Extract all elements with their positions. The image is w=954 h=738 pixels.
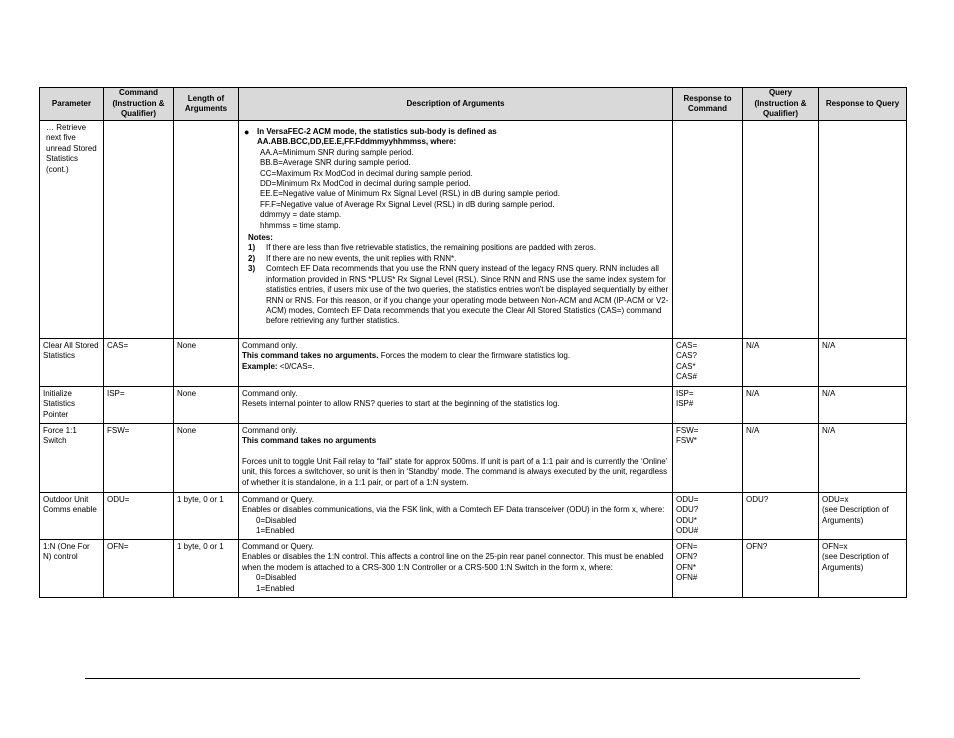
description-cell bbox=[239, 387, 673, 424]
command-cell: FSW= bbox=[104, 424, 174, 493]
parameter-cell: Clear All Stored Statistics bbox=[40, 339, 104, 387]
desc-line bbox=[242, 351, 669, 361]
length-cell: None bbox=[174, 339, 239, 387]
response-query-line: (see Description of Arguments) bbox=[822, 505, 889, 525]
header-parameter: Parameter bbox=[40, 88, 104, 121]
spacer bbox=[242, 447, 669, 457]
desc-line: Resets internal pointer to allow RNS? queries to start at the beginning of the statistics log. bbox=[242, 399, 560, 409]
example-label: Example: bbox=[242, 361, 278, 371]
table-row-force-switch bbox=[40, 424, 907, 493]
response-cell bbox=[673, 493, 743, 540]
response-item: FSW= bbox=[676, 426, 699, 435]
header-response-to-command: Response to Command bbox=[673, 88, 743, 121]
header-length: Length of Arguments bbox=[174, 88, 239, 121]
response-query-cell bbox=[819, 121, 907, 339]
desc-bold: This command takes no arguments. bbox=[242, 351, 379, 361]
response-item: ISP# bbox=[676, 399, 694, 409]
acm-bullet bbox=[242, 127, 669, 148]
table-row-ofn bbox=[40, 540, 907, 598]
table-row-odu bbox=[40, 493, 907, 540]
note-text: If there are less than five retrievable statistics, the remaining positions are padded with zeros. bbox=[266, 243, 596, 253]
response-item: ISP= bbox=[676, 389, 694, 398]
parameter-cell: Initialize Statistics Pointer bbox=[40, 387, 104, 424]
desc-line: Command only. bbox=[242, 389, 298, 398]
definition-line: EE.E=Negative value of Minimum Rx Signal Level (RSL) in dB during sample period. bbox=[260, 189, 560, 199]
bullet-text-line2: AA.ABB.BCC,DD,EE.E,FF.Fddmmyyhhmmss, where: bbox=[257, 137, 457, 147]
desc-line: Enables or disables the 1:N control. This affects a control line on the 25-pin rear panel connector. This must be enabled when the modem is attached to a CRS-300 1:N Controller or a CRS-500 1:N Switch in the form x, where: bbox=[242, 552, 664, 572]
response-item: ODU? bbox=[676, 505, 699, 515]
query-cell: N/A bbox=[743, 339, 819, 387]
response-item: OFN? bbox=[676, 552, 698, 562]
bullet-icon: ● bbox=[244, 127, 250, 137]
definition-line: DD=Minimum Rx ModCod in decimal during sample period. bbox=[260, 179, 471, 189]
query-cell: ODU? bbox=[743, 493, 819, 540]
response-item: OFN= bbox=[676, 542, 698, 551]
definition-line: FF.F=Negative value of Average Rx Signal Level (RSL) in dB during sample period. bbox=[260, 199, 555, 209]
desc-line: Command only. bbox=[242, 426, 298, 435]
table-row-init-pointer bbox=[40, 387, 907, 424]
command-cell: ISP= bbox=[104, 387, 174, 424]
desc-line: Command or Query. bbox=[242, 542, 314, 551]
response-cell bbox=[673, 424, 743, 493]
response-item: CAS= bbox=[676, 341, 698, 350]
definition-line: BB.B=Average SNR during sample period. bbox=[260, 158, 411, 168]
parameter-text: … Retrieve next five unread Stored Statistics (cont.) bbox=[46, 123, 97, 174]
response-cell bbox=[673, 387, 743, 424]
desc-rest: Forces the modem to clear the firmware statistics log. bbox=[378, 351, 571, 361]
length-cell: 1 byte, 0 or 1 bbox=[174, 540, 239, 598]
description-cell bbox=[239, 339, 673, 387]
definition-line: ddmmyy = date stamp. bbox=[260, 210, 342, 220]
desc-line: Command only. bbox=[242, 341, 298, 350]
response-query-line: ODU=x bbox=[822, 495, 849, 504]
response-item: OFN# bbox=[676, 573, 698, 583]
command-table bbox=[39, 87, 907, 598]
response-cell bbox=[673, 540, 743, 598]
query-cell: N/A bbox=[743, 387, 819, 424]
notes-heading: Notes: bbox=[248, 233, 273, 243]
response-query-cell: N/A bbox=[819, 387, 907, 424]
example-value: <0/CAS=. bbox=[277, 361, 315, 371]
definition-line: CC=Maximum Rx ModCod in decimal during sample period. bbox=[260, 168, 473, 178]
response-query-cell bbox=[819, 540, 907, 598]
description-cell bbox=[239, 493, 673, 540]
response-item: OFN* bbox=[676, 562, 696, 572]
example-line bbox=[242, 362, 669, 372]
note-number: 1) bbox=[248, 243, 256, 253]
query-cell bbox=[743, 121, 819, 339]
note-text: Comtech EF Data recommends that you use the RNN query instead of the legacy RNS query. RNN includes all information provided in RNS *PLUS* Rx Signal Level (RSL). Since RNN and RNS use the same index system for statistics entries, if users mix use of the two queries, the statistics entries won't be displayed sequentially by either RNN or RNS. For this reason, or if you change your operating mode between Non-ACM and ACM (IP-ACM or V2-ACM) modes, Comtech EF Data recommends that you execute the Clear All Stored Statistics (CAS=) command before retrieving any further statistics. bbox=[266, 264, 669, 326]
definition-line: AA.A=Minimum SNR during sample period. bbox=[260, 147, 414, 157]
response-item: CAS# bbox=[676, 372, 697, 382]
bullet-text-line1: In VersaFEC-2 ACM mode, the statistics sub-body is defined as bbox=[257, 127, 497, 136]
length-cell: 1 byte, 0 or 1 bbox=[174, 493, 239, 540]
response-item: ODU# bbox=[676, 526, 699, 536]
option-item: 0=Disabled bbox=[256, 573, 297, 583]
description-cell bbox=[239, 121, 673, 339]
length-cell bbox=[174, 121, 239, 339]
parameter-cell: Outdoor Unit Comms enable bbox=[40, 493, 104, 540]
parameter-cell bbox=[40, 121, 104, 339]
response-query-line: OFN=x bbox=[822, 542, 848, 551]
note-item bbox=[242, 254, 669, 264]
response-query-line: (see Description of Arguments) bbox=[822, 552, 889, 572]
command-cell: OFN= bbox=[104, 540, 174, 598]
note-text: If there are no new events, the unit replies with RNN*. bbox=[266, 253, 457, 263]
length-cell: None bbox=[174, 424, 239, 493]
query-cell: OFN? bbox=[743, 540, 819, 598]
desc-line: Command or Query. bbox=[242, 495, 314, 504]
response-item: ODU= bbox=[676, 495, 699, 504]
desc-bold: This command takes no arguments bbox=[242, 436, 377, 446]
description-cell bbox=[239, 540, 673, 598]
response-cell bbox=[673, 339, 743, 387]
header-command: Command (Instruction & Qualifier) bbox=[104, 88, 174, 121]
parameter-cell: 1:N (One For N) control bbox=[40, 540, 104, 598]
response-query-cell: N/A bbox=[819, 424, 907, 493]
option-item: 1=Enabled bbox=[256, 526, 295, 536]
footer-divider bbox=[85, 678, 860, 679]
command-cell: ODU= bbox=[104, 493, 174, 540]
option-item: 0=Disabled bbox=[256, 515, 297, 525]
response-item: CAS* bbox=[676, 361, 696, 371]
response-item: CAS? bbox=[676, 351, 697, 361]
response-query-cell bbox=[819, 493, 907, 540]
length-cell: None bbox=[174, 387, 239, 424]
desc-line: Enables or disables communications, via the FSK link, with a Comtech EF Data transceiver (ODU) in the form x, where: bbox=[242, 505, 665, 515]
response-cell bbox=[673, 121, 743, 339]
option-item: 1=Enabled bbox=[256, 583, 295, 593]
header-response-to-query: Response to Query bbox=[819, 88, 907, 121]
table-row-retrieve-stats bbox=[40, 121, 907, 339]
query-cell: N/A bbox=[743, 424, 819, 493]
header-query: Query (Instruction & Qualifier) bbox=[743, 88, 819, 121]
table-row-clear-stats bbox=[40, 339, 907, 387]
response-item: FSW* bbox=[676, 436, 697, 446]
note-number: 3) bbox=[248, 264, 256, 274]
parameter-cell: Force 1:1 Switch bbox=[40, 424, 104, 493]
header-row bbox=[40, 88, 907, 121]
note-number: 2) bbox=[248, 253, 256, 263]
header-description: Description of Arguments bbox=[239, 88, 673, 121]
command-cell bbox=[104, 121, 174, 339]
response-item: ODU* bbox=[676, 515, 697, 525]
desc-body: Forces unit to toggle Unit Fail relay to “fail” state for approx 500ms. If unit is part of a 1:1 pair and is currently the ‘Online’ unit, this forces a switchover, so unit is then in ‘Standby’ mode. The command is always executed by the unit, regardless of whether it is standalone, in a 1:1 pair, or part of a 1:N system. bbox=[242, 456, 668, 487]
note-item bbox=[242, 243, 669, 253]
note-item bbox=[242, 264, 669, 326]
response-query-cell: N/A bbox=[819, 339, 907, 387]
command-cell: CAS= bbox=[104, 339, 174, 387]
description-cell bbox=[239, 424, 673, 493]
definition-line: hhmmss = time stamp. bbox=[260, 220, 341, 230]
